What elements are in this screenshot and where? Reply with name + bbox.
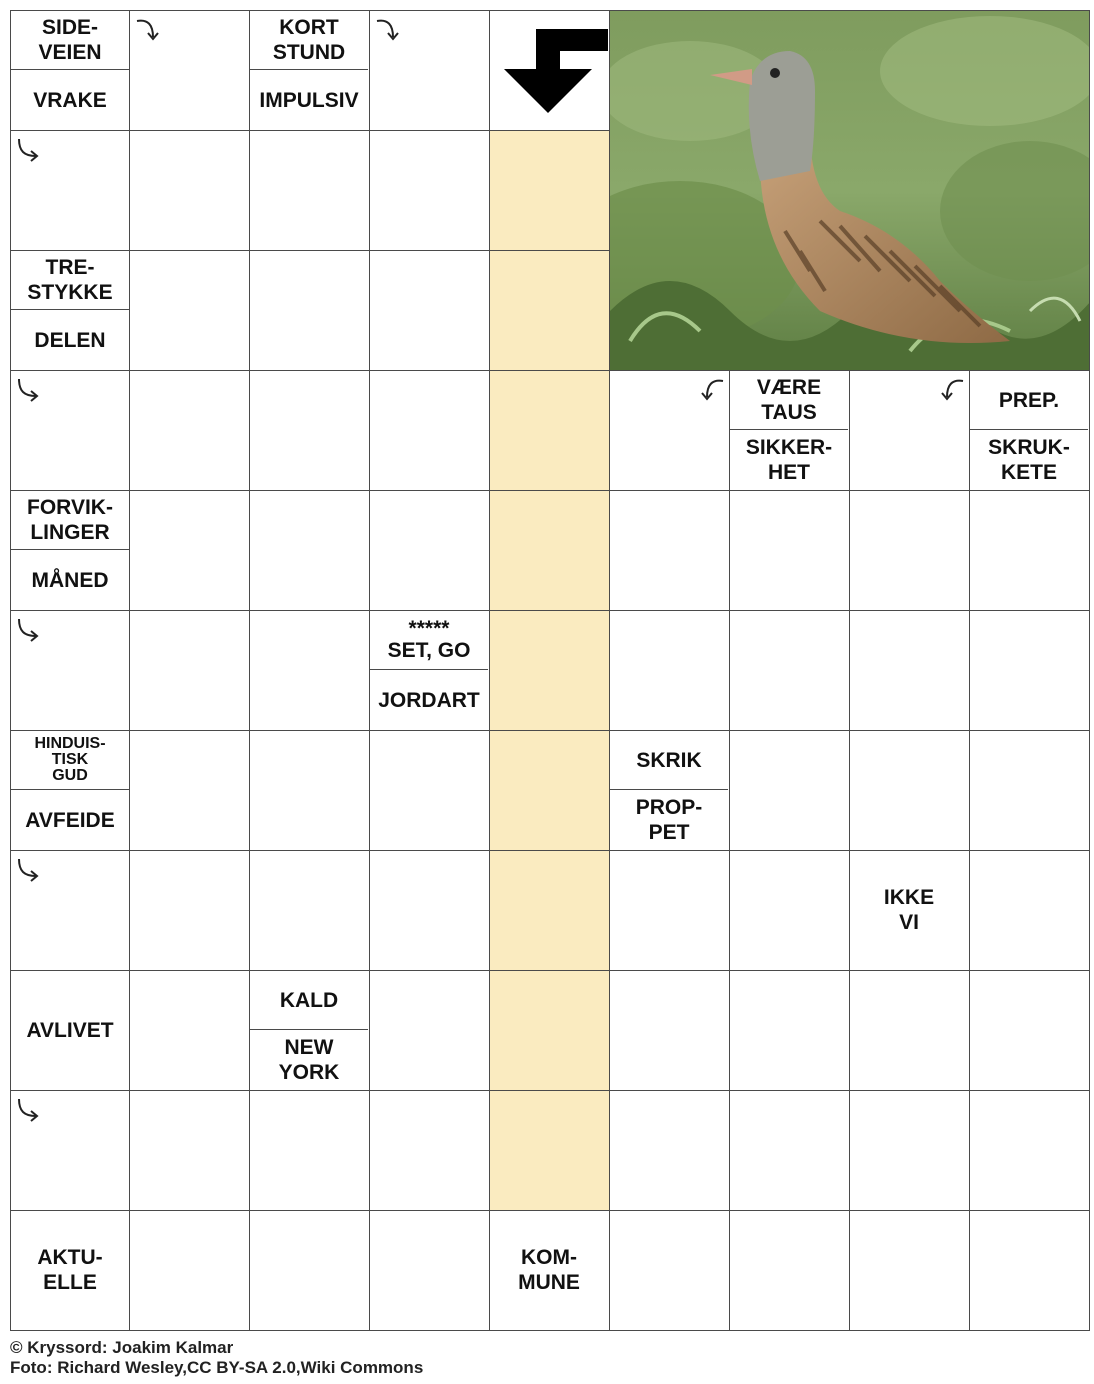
- arrow-down-icon: [374, 15, 402, 45]
- answer-cell[interactable]: [249, 730, 370, 851]
- clue-divider: [11, 309, 129, 310]
- answer-cell[interactable]: [729, 850, 850, 971]
- answer-cell[interactable]: [129, 10, 250, 131]
- solution-cell[interactable]: [489, 1090, 610, 1211]
- clue-cell: [249, 10, 370, 131]
- solution-cell[interactable]: [489, 970, 610, 1091]
- bird-photo: [609, 10, 1090, 371]
- answer-cell[interactable]: [609, 610, 730, 731]
- clue-sikkerhet: SIKKER- HET: [745, 436, 833, 484]
- clue-cell: [609, 730, 730, 851]
- answer-cell[interactable]: [849, 730, 970, 851]
- arrow-right-icon: [14, 617, 42, 647]
- arrow-right-icon: [14, 857, 42, 887]
- answer-cell[interactable]: [129, 490, 250, 611]
- answer-cell[interactable]: [849, 1090, 970, 1211]
- answer-cell[interactable]: [369, 370, 490, 491]
- answer-cell[interactable]: [969, 850, 1090, 971]
- clue-trestykke: TRE- STYKKE: [27, 256, 113, 304]
- answer-cell[interactable]: [129, 850, 250, 971]
- clue-impulsiv: IMPULSIV: [259, 88, 359, 112]
- answer-cell[interactable]: [729, 1090, 850, 1211]
- crossword-grid: [10, 10, 1090, 1330]
- answer-cell[interactable]: [969, 490, 1090, 611]
- clue-set-go: ***** SET, GO: [387, 617, 471, 662]
- answer-cell[interactable]: [609, 1090, 730, 1211]
- arrow-down-icon: [134, 15, 162, 45]
- clue-skrukkete: SKRUK- KETE: [988, 436, 1070, 484]
- clue-divider: [610, 789, 728, 790]
- answer-cell[interactable]: [129, 610, 250, 731]
- answer-cell[interactable]: [369, 1090, 490, 1211]
- clue-kort-stund: KORT STUND: [272, 16, 346, 64]
- answer-cell[interactable]: [969, 610, 1090, 731]
- clue-skrik: SKRIK: [636, 748, 702, 772]
- clue-avlivet: AVLIVET: [26, 1018, 114, 1042]
- clue-kald: KALD: [279, 988, 339, 1012]
- arrow-right-icon: [14, 137, 42, 167]
- clue-divider: [250, 1029, 368, 1030]
- clue-sideveien: SIDE- VEIEN: [38, 16, 102, 64]
- clue-delen: DELEN: [34, 328, 106, 352]
- answer-cell[interactable]: [10, 370, 131, 491]
- clue-hinduistisk-gud: HINDUIS- TISK GUD: [34, 735, 106, 784]
- answer-cell[interactable]: [969, 1090, 1090, 1211]
- answer-cell[interactable]: [129, 130, 250, 251]
- answer-cell[interactable]: [129, 370, 250, 491]
- clue-cell: [10, 10, 131, 131]
- arrow-down-left-icon: [698, 375, 726, 405]
- answer-cell[interactable]: [249, 1090, 370, 1211]
- clue-proppet: PROP- PET: [635, 796, 703, 844]
- corncrake-bird-image: [610, 11, 1090, 371]
- clue-cell: [10, 250, 131, 371]
- answer-cell[interactable]: [609, 970, 730, 1091]
- answer-cell[interactable]: [10, 1090, 131, 1211]
- answer-cell[interactable]: [249, 1210, 370, 1331]
- answer-cell[interactable]: [609, 490, 730, 611]
- credit-photo: Foto: Richard Wesley,CC BY-SA 2.0,Wiki Commons: [10, 1358, 424, 1377]
- clue-divider: [11, 789, 129, 790]
- clue-cell: [369, 610, 490, 731]
- answer-cell[interactable]: [249, 370, 370, 491]
- answer-cell[interactable]: [369, 1210, 490, 1331]
- answer-cell[interactable]: [969, 730, 1090, 851]
- arrow-right-icon: [14, 1097, 42, 1127]
- answer-cell[interactable]: [729, 490, 850, 611]
- answer-cell[interactable]: [249, 850, 370, 971]
- solution-cell[interactable]: [489, 730, 610, 851]
- solution-arrow-cell: [489, 10, 610, 131]
- clue-divider: [370, 669, 488, 670]
- answer-cell[interactable]: [729, 730, 850, 851]
- clue-cell: [489, 1210, 610, 1331]
- answer-cell[interactable]: [849, 970, 970, 1091]
- answer-cell[interactable]: [10, 610, 131, 731]
- answer-cell[interactable]: [729, 610, 850, 731]
- arrow-down-left-icon: [938, 375, 966, 405]
- solution-cell[interactable]: [489, 850, 610, 971]
- answer-cell[interactable]: [369, 970, 490, 1091]
- answer-cell[interactable]: [10, 130, 131, 251]
- answer-cell[interactable]: [609, 370, 730, 491]
- answer-cell[interactable]: [129, 970, 250, 1091]
- big-down-arrow-icon: [490, 11, 608, 129]
- clue-ikke-vi: IKKE VI: [883, 886, 935, 934]
- clue-cell: [849, 850, 970, 971]
- clue-new-york: NEW YORK: [278, 1036, 340, 1084]
- answer-cell[interactable]: [849, 490, 970, 611]
- answer-cell[interactable]: [609, 1210, 730, 1331]
- clue-divider: [11, 549, 129, 550]
- answer-cell[interactable]: [369, 130, 490, 251]
- answer-cell[interactable]: [729, 970, 850, 1091]
- solution-cell[interactable]: [489, 370, 610, 491]
- answer-cell[interactable]: [369, 730, 490, 851]
- clue-maned: MÅNED: [31, 568, 109, 592]
- answer-cell[interactable]: [729, 1210, 850, 1331]
- answer-cell[interactable]: [849, 610, 970, 731]
- answer-cell[interactable]: [249, 130, 370, 251]
- answer-cell[interactable]: [369, 850, 490, 971]
- solution-cell[interactable]: [489, 130, 610, 251]
- clue-divider: [970, 429, 1088, 430]
- answer-cell[interactable]: [609, 850, 730, 971]
- solution-cell[interactable]: [489, 610, 610, 731]
- clue-kommune: KOM- MUNE: [518, 1246, 580, 1294]
- clue-vaere-taus: VÆRE TAUS: [756, 376, 822, 424]
- answer-cell[interactable]: [129, 1090, 250, 1211]
- clue-cell: [10, 730, 131, 851]
- answer-cell[interactable]: [969, 1210, 1090, 1331]
- answer-cell[interactable]: [249, 490, 370, 611]
- answer-cell[interactable]: [369, 10, 490, 131]
- solution-cell[interactable]: [489, 250, 610, 371]
- credit-crossword: © Kryssord: Joakim Kalmar: [10, 1338, 234, 1357]
- answer-cell[interactable]: [249, 610, 370, 731]
- clue-cell: [10, 490, 131, 611]
- clue-aktuelle: AKTU- ELLE: [37, 1246, 103, 1294]
- clue-cell: [10, 1210, 131, 1331]
- answer-cell[interactable]: [129, 250, 250, 371]
- clue-divider: [730, 429, 848, 430]
- answer-cell[interactable]: [969, 970, 1090, 1091]
- answer-cell[interactable]: [129, 1210, 250, 1331]
- answer-cell[interactable]: [369, 490, 490, 611]
- answer-cell[interactable]: [369, 250, 490, 371]
- clue-jordart: JORDART: [378, 688, 480, 712]
- answer-cell[interactable]: [129, 730, 250, 851]
- clue-vrake: VRAKE: [33, 88, 107, 112]
- clue-cell: [249, 970, 370, 1091]
- answer-cell[interactable]: [10, 850, 131, 971]
- answer-cell[interactable]: [849, 1210, 970, 1331]
- clue-cell: [729, 370, 850, 491]
- clue-cell: [969, 370, 1090, 491]
- answer-cell[interactable]: [249, 250, 370, 371]
- clue-avfeide: AVFEIDE: [25, 808, 115, 832]
- solution-cell[interactable]: [489, 490, 610, 611]
- answer-cell[interactable]: [849, 370, 970, 491]
- arrow-right-icon: [14, 377, 42, 407]
- clue-divider: [11, 69, 129, 70]
- clue-prep: PREP.: [998, 388, 1060, 412]
- clue-cell: [10, 970, 131, 1091]
- clue-divider: [250, 69, 368, 70]
- clue-forviklinger: FORVIK- LINGER: [27, 496, 113, 544]
